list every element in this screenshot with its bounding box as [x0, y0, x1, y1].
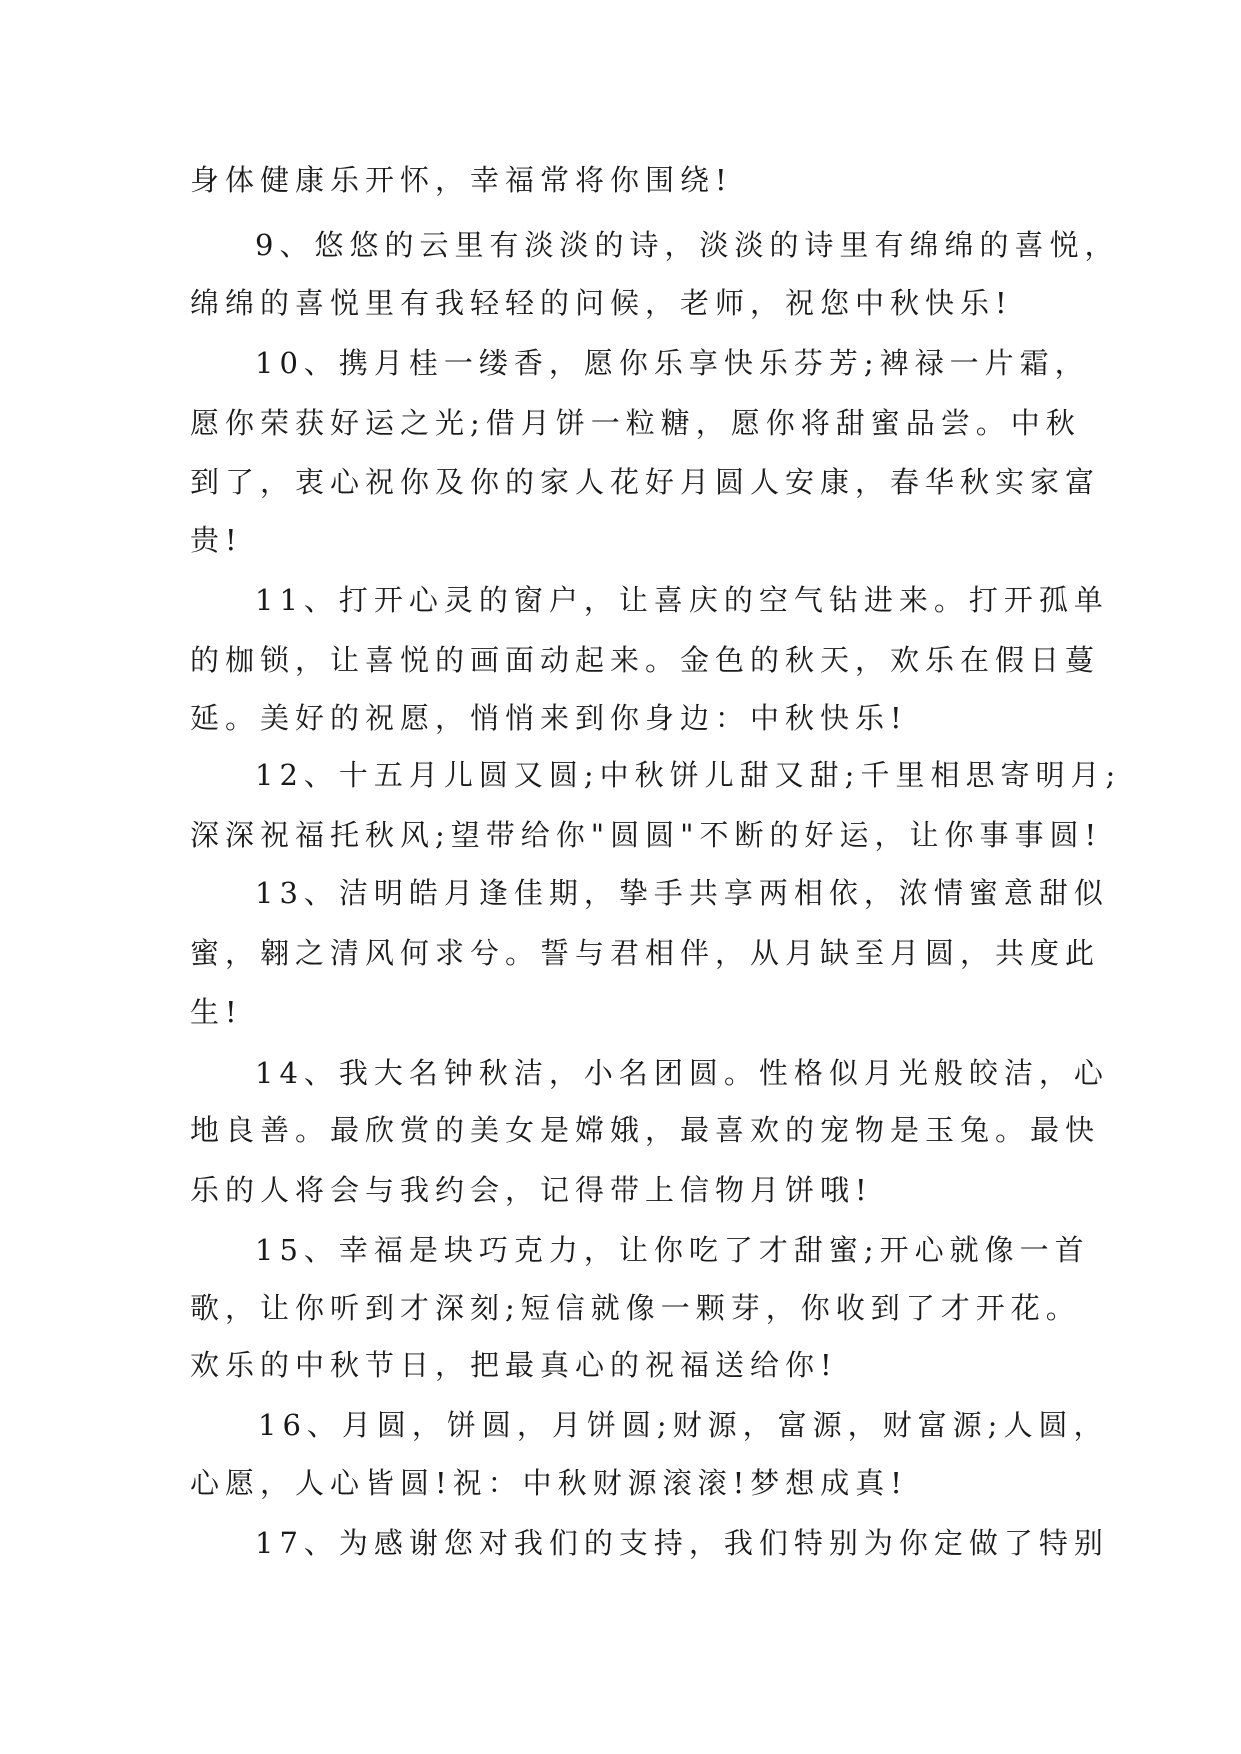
text-line-15: 生! [190, 995, 243, 1029]
text-line-3: 绵绵的喜悦里有我轻轻的问候，老师，祝您中秋快乐! [190, 286, 1013, 320]
text-line-12: 深深祝福托秋风;望带给你"圆圆"不断的好运，让你事事圆! [190, 818, 1103, 852]
text-line-13: 13、洁明皓月逢佳期，挚手共享两相依，浓情蜜意甜似 [255, 876, 1109, 910]
text-line-2: 9、悠悠的云里有淡淡的诗，淡淡的诗里有绵绵的喜悦， [255, 228, 1120, 262]
text-line-11: 12、十五月儿圆又圆;中秋饼儿甜又甜;千里相思寄明月; [255, 758, 1122, 792]
text-line-22: 16、月圆，饼圆，月饼圆;财源，富源，财富源;人圆， [258, 1408, 1109, 1442]
text-line-14: 蜜，翱之清风何求兮。誓与君相伴，从月缺至月圆，共度此 [190, 936, 1101, 970]
text-line-16: 14、我大名钟秋洁，小名团圆。性格似月光般皎洁，心 [255, 1056, 1109, 1090]
text-line-1: 身体健康乐开怀，幸福常将你围绕! [190, 163, 733, 197]
text-line-7: 贵! [190, 523, 243, 557]
text-line-5: 愿你荣获好运之光;借月饼一粒糖，愿你将甜蜜品尝。中秋 [190, 406, 1081, 440]
text-line-9: 的枷锁，让喜悦的画面动起来。金色的秋天，欢乐在假日蔓 [190, 643, 1101, 677]
text-line-21: 欢乐的中秋节日，把最真心的祝福送给你! [190, 1348, 838, 1382]
text-line-10: 延。美好的祝愿，悄悄来到你身边：中秋快乐! [190, 701, 908, 735]
text-line-8: 11、打开心灵的窗户，让喜庆的空气钻进来。打开孤单 [255, 583, 1109, 617]
text-line-4: 10、携月桂一缕香，愿你乐享快乐芬芳;裨禄一片霜， [255, 346, 1090, 380]
text-line-17: 地良善。最欣赏的美女是嫦娥，最喜欢的宠物是玉兔。最快 [190, 1113, 1101, 1147]
text-line-24: 17、为感谢您对我们的支持，我们特别为你定做了特别 [255, 1526, 1109, 1560]
text-line-19: 15、幸福是块巧克力，让你吃了才甜蜜;开心就像一首 [255, 1233, 1090, 1267]
text-line-23: 心愿，人心皆圆!祝：中秋财源滚滚!梦想成真! [190, 1466, 908, 1500]
text-line-20: 歌，让你听到才深刻;短信就像一颗芽，你收到了才开花。 [190, 1291, 1081, 1325]
text-line-18: 乐的人将会与我约会，记得带上信物月饼哦! [190, 1173, 873, 1207]
text-line-6: 到了，衷心祝你及你的家人花好月圆人安康，春华秋实家富 [190, 465, 1101, 499]
